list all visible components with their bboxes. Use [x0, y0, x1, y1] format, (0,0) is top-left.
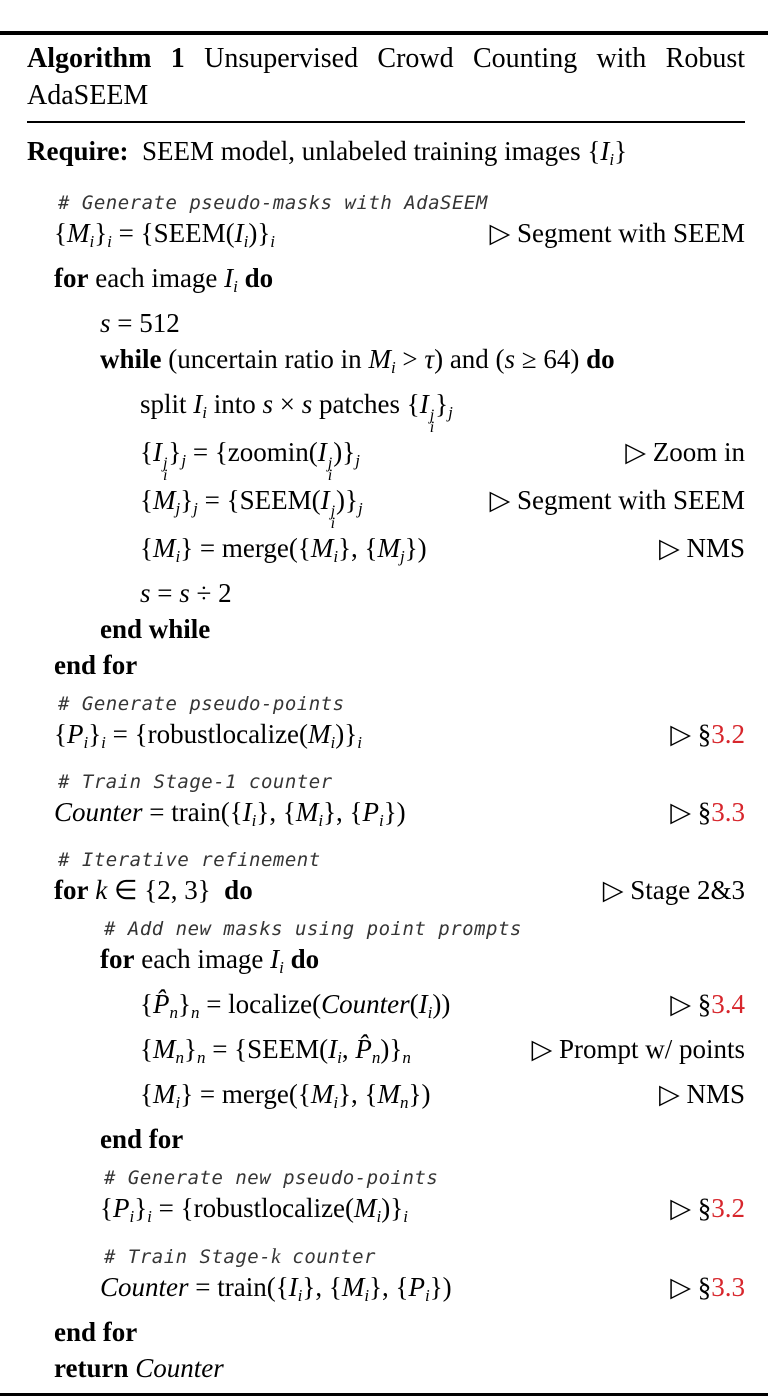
subscript: i [330, 515, 336, 532]
code-text: = {SEEM( [111, 218, 235, 248]
line-content [54, 794, 406, 839]
algorithm-code-line [27, 1350, 745, 1386]
line-content [54, 848, 321, 872]
algorithm-code-line [27, 1190, 745, 1235]
code-text: ▷ NMS [658, 1079, 745, 1109]
code-text: )} [248, 218, 271, 248]
superscript: j [429, 407, 435, 424]
line-annotation [662, 1190, 745, 1226]
code-text: }) [404, 533, 427, 563]
algorithm-code-line [27, 305, 745, 341]
algorithm-block [0, 31, 768, 1396]
keyword: while [100, 344, 162, 374]
superscript-subscript [429, 407, 435, 436]
subscript: i [609, 150, 615, 169]
math-variable: M [66, 218, 90, 248]
code-text: ▷ Stage 2&3 [602, 875, 745, 905]
subscript: i [147, 1207, 152, 1226]
math-variable: k [95, 875, 108, 905]
algorithm-comment-line [27, 1157, 745, 1190]
algorithm-comment-line [27, 761, 745, 794]
subscript: n [402, 1048, 411, 1067]
algorithm-body [27, 123, 745, 1386]
subscript: i [297, 1286, 303, 1305]
math-variable: I [152, 437, 162, 467]
subscript: n [169, 1003, 178, 1022]
subscript: n [190, 1003, 200, 1022]
code-text: ≥ 64) [515, 344, 587, 374]
math-variable: M [354, 1193, 377, 1223]
line-content [100, 1244, 376, 1269]
math-variable: Counter [54, 797, 143, 827]
algorithm-code-line [27, 941, 745, 986]
line-annotation [595, 872, 745, 908]
line-content [54, 770, 333, 794]
superscript: j [330, 503, 336, 520]
math-variable: M [341, 1272, 365, 1302]
subscript: i [243, 232, 249, 251]
code-text: ▷ Prompt w/ points [531, 1034, 745, 1064]
code-text: { [54, 218, 67, 248]
line-content [100, 1121, 183, 1157]
subscript: j [448, 403, 453, 422]
line-content [140, 482, 363, 530]
algorithm-comment-line [27, 839, 745, 872]
keyword: for [54, 263, 89, 293]
keyword: do [586, 344, 615, 374]
line-content [100, 611, 210, 647]
code-text: { [140, 1034, 153, 1064]
math-variable: P̂ [152, 989, 170, 1019]
line-content [140, 575, 232, 611]
code-text: ▷ Segment with SEEM [489, 485, 745, 515]
superscript: j [327, 455, 333, 472]
superscript-subscript [162, 455, 168, 484]
line-annotation [662, 716, 745, 752]
math-variable: s [100, 308, 111, 338]
line-content [100, 917, 522, 941]
code-text [238, 263, 245, 293]
algorithm-code-line [27, 215, 745, 260]
math-variable: I [418, 989, 428, 1019]
section-reference: 3.3 [711, 797, 745, 827]
math-variable: τ [424, 344, 435, 374]
algorithm-code-line [27, 482, 745, 530]
code-text: } [614, 136, 628, 166]
line-content [54, 872, 253, 908]
code-text: { [140, 989, 153, 1019]
math-variable: P̂ [355, 1034, 372, 1064]
math-variable: s [179, 578, 190, 608]
math-variable: I [419, 389, 429, 419]
line-content [140, 1031, 411, 1076]
code-text: } = merge({ [180, 533, 311, 563]
comment-text: # Train Stage-1 counter [58, 771, 333, 793]
code-text: )} [380, 1034, 403, 1064]
algorithm-code-line [27, 872, 745, 908]
line-content [54, 1350, 224, 1386]
code-text: ÷ 2 [189, 578, 232, 608]
math-variable: M [152, 1079, 176, 1109]
line-content [100, 941, 319, 986]
keyword: return [54, 1353, 129, 1383]
code-text: } = merge({ [180, 1079, 311, 1109]
code-text: SEEM model, unlabeled training images { [128, 136, 601, 166]
line-content [54, 215, 275, 260]
code-text: }) [383, 797, 406, 827]
line-annotation [662, 986, 745, 1022]
line-annotation [481, 482, 745, 518]
math-variable: P [408, 1272, 425, 1302]
math-variable: Counter [100, 1272, 189, 1302]
superscript-subscript [327, 455, 333, 484]
line-annotation [662, 1269, 745, 1305]
algorithm-code-line [27, 647, 745, 683]
algorithm-code-line [27, 434, 745, 482]
math-variable: M [310, 533, 334, 563]
code-text: { [100, 1193, 113, 1223]
code-text: { [140, 485, 153, 515]
code-text: each image [134, 944, 271, 974]
comment-text: counter [280, 1246, 376, 1268]
subscript: i [318, 811, 324, 830]
code-text: into [207, 389, 263, 419]
subscript: i [327, 467, 333, 484]
comment-variable: k [271, 1244, 281, 1268]
algorithm-code-line [27, 794, 745, 839]
code-text [284, 944, 291, 974]
code-text: > [395, 344, 425, 374]
math-variable: s [140, 578, 151, 608]
subscript: j [358, 499, 363, 518]
superscript: j [162, 455, 168, 472]
code-text: { [140, 1079, 153, 1109]
algorithm-code-line [27, 1031, 745, 1076]
section-reference: 3.4 [711, 989, 745, 1019]
math-variable: M [152, 533, 176, 563]
code-text: ▷ § [670, 1272, 712, 1302]
subscript: i [175, 547, 181, 566]
line-annotation [617, 434, 745, 470]
subscript: i [233, 277, 238, 296]
math-variable: M [295, 797, 319, 827]
math-variable: I [600, 136, 610, 166]
line-content [54, 716, 362, 761]
subscript: i [364, 1286, 370, 1305]
subscript: i [270, 232, 276, 251]
code-text: ∈ {2, 3} [107, 875, 225, 905]
keyword: end while [100, 614, 211, 644]
line-annotation [481, 215, 745, 251]
comment-text: # Generate new pseudo-points [104, 1167, 439, 1189]
code-text: }) [408, 1079, 431, 1109]
keyword: do [224, 875, 253, 905]
math-variable: P [66, 719, 84, 749]
algorithm-code-line [27, 341, 745, 386]
math-variable: Counter [321, 989, 410, 1019]
math-variable: M [310, 1079, 334, 1109]
math-variable: I [193, 389, 203, 419]
subscript: i [337, 1048, 342, 1067]
code-text: } [180, 485, 194, 515]
keyword: end for [54, 1317, 138, 1347]
line-content [100, 341, 615, 386]
subscript: i [251, 811, 257, 830]
code-text: = {robustlocalize( [105, 719, 309, 749]
subscript: i [390, 358, 396, 377]
code-text: )} [335, 719, 358, 749]
subscript: i [107, 232, 112, 251]
code-text: ▷ § [670, 1193, 712, 1223]
algorithm-code-line [27, 1269, 745, 1314]
code-text: = {SEEM( [197, 485, 321, 515]
code-text: = {robustlocalize( [151, 1193, 355, 1223]
superscript-subscript [330, 503, 336, 532]
comment-text: # Iterative refinement [58, 849, 321, 871]
subscript: j [175, 499, 181, 518]
code-text: } [183, 1034, 197, 1064]
code-text: ( [409, 989, 419, 1019]
code-text: ▷ § [670, 719, 712, 749]
algorithm-code-line [27, 1076, 745, 1121]
algorithm-title-text: Unsupervised Crowd Counting with Robust AdaSEEM [27, 43, 745, 111]
subscript: i [162, 467, 168, 484]
subscript: i [427, 1003, 433, 1022]
math-variable: Counter [135, 1353, 224, 1383]
subscript: n [175, 1048, 184, 1067]
keyword: end for [54, 650, 138, 680]
code-text: ▷ § [670, 989, 712, 1019]
code-text: ) and ( [434, 344, 505, 374]
comment-text: # Train Stage- [104, 1246, 272, 1268]
code-text: )} [381, 1193, 404, 1223]
line-content [54, 260, 273, 305]
algorithm-label: Algorithm 1 [27, 43, 185, 74]
comment-text: # Generate pseudo-masks with AdaSEEM [58, 192, 488, 214]
subscript: j [355, 451, 360, 470]
code-text: patches { [312, 389, 420, 419]
code-text: ▷ Segment with SEEM [489, 218, 745, 248]
code-text: } [88, 719, 102, 749]
code-text: = {SEEM( [205, 1034, 329, 1064]
algorithm-code-line [27, 986, 745, 1031]
keyword: do [290, 944, 320, 974]
code-text: } [94, 218, 108, 248]
subscript: i [175, 1093, 181, 1112]
code-text: each image [88, 263, 225, 293]
code-text: split [140, 389, 194, 419]
line-content [54, 692, 345, 716]
subscript: n [371, 1048, 381, 1067]
algorithm-comment-line [27, 182, 745, 215]
code-text: }, { [338, 1079, 378, 1109]
code-text: { [54, 719, 67, 749]
subscript: i [333, 1093, 339, 1112]
line-content [54, 191, 488, 215]
line-content [140, 986, 450, 1031]
code-text: (uncertain ratio in [161, 344, 369, 374]
subscript: j [399, 547, 405, 566]
keyword: end for [100, 1124, 184, 1154]
code-text: } [177, 989, 191, 1019]
math-variable: M [152, 485, 176, 515]
algorithm-title [27, 35, 745, 123]
subscript: i [403, 1207, 408, 1226]
subscript: i [376, 1207, 382, 1226]
subscript: i [378, 811, 384, 830]
math-variable: I [328, 1034, 338, 1064]
math-variable: s [262, 389, 274, 419]
algorithm-code-line [27, 611, 745, 647]
algorithm-comment-line [27, 1235, 745, 1269]
line-annotation [651, 1076, 745, 1112]
line-content [54, 647, 137, 683]
algorithm-code-line [27, 530, 745, 575]
code-text: = train({ [142, 797, 243, 827]
line-content [140, 530, 427, 575]
subscript: j [181, 451, 187, 470]
code-text: }) [429, 1272, 452, 1302]
code-text: = 512 [110, 308, 180, 338]
code-text: }, { [338, 533, 378, 563]
code-text: , [341, 1034, 356, 1064]
subscript: i [83, 733, 89, 752]
page [0, 31, 768, 1383]
algorithm-code-line [27, 716, 745, 761]
algorithm-code-line [27, 1121, 745, 1157]
code-text: } [168, 437, 182, 467]
code-text: = {zoomin( [186, 437, 318, 467]
line-content [100, 1190, 408, 1235]
code-text: )} [336, 485, 358, 515]
math-variable: M [368, 344, 391, 374]
line-content [140, 434, 360, 482]
code-text: ▷ NMS [658, 533, 745, 563]
math-variable: s [504, 344, 516, 374]
algorithm-code-line [27, 1314, 745, 1350]
line-content [100, 305, 180, 341]
section-reference: 3.2 [711, 1193, 745, 1223]
code-text: { [140, 533, 153, 563]
algorithm-lines [27, 182, 745, 1386]
code-text: } [134, 1193, 148, 1223]
line-content [140, 1076, 430, 1121]
code-text: }, { [302, 1272, 342, 1302]
algorithm-comment-line [27, 908, 745, 941]
line-annotation [662, 794, 745, 830]
code-text: }, { [369, 1272, 409, 1302]
line-content [54, 1314, 137, 1350]
math-variable: I [288, 1272, 298, 1302]
algorithm-code-line [27, 575, 745, 611]
line-content [100, 1166, 438, 1190]
subscript: i [279, 958, 284, 977]
comment-text: # Add new masks using point prompts [104, 918, 522, 940]
subscript: i [89, 232, 95, 251]
math-variable: I [234, 218, 244, 248]
math-variable: I [224, 263, 234, 293]
math-variable: I [270, 944, 280, 974]
code-text: } [435, 389, 449, 419]
math-variable: I [320, 485, 330, 515]
subscript: i [202, 403, 207, 422]
math-variable: s [301, 389, 313, 419]
math-variable: P [362, 797, 379, 827]
comment-text: # Generate pseudo-points [58, 693, 345, 715]
subscript: i [330, 733, 336, 752]
subscript: i [429, 419, 435, 436]
algorithm-code-line [27, 260, 745, 305]
line-content [140, 386, 453, 434]
code-text: = [150, 578, 180, 608]
subscript: i [357, 733, 362, 752]
line-annotation [651, 530, 745, 566]
code-text: = localize( [199, 989, 322, 1019]
math-variable: I [242, 797, 252, 827]
section-reference: 3.3 [711, 1272, 745, 1302]
algorithm-code-line [27, 386, 745, 434]
algorithm-comment-line [27, 683, 745, 716]
subscript: i [424, 1286, 430, 1305]
math-variable: M [152, 1034, 176, 1064]
subscript: n [399, 1093, 409, 1112]
code-text: = train({ [188, 1272, 289, 1302]
keyword: Require: [27, 136, 129, 166]
math-variable: P [112, 1193, 130, 1223]
code-text: ▷ Zoom in [625, 437, 745, 467]
line-content [100, 1269, 452, 1314]
subscript: i [129, 1207, 135, 1226]
keyword: for [54, 875, 89, 905]
code-text: }, { [323, 797, 363, 827]
subscript: n [196, 1048, 206, 1067]
subscript: i [333, 547, 339, 566]
section-reference: 3.2 [711, 719, 745, 749]
keyword: for [100, 944, 135, 974]
keyword: do [244, 263, 274, 293]
code-text: }, { [256, 797, 296, 827]
line-annotation [523, 1031, 745, 1067]
code-text: )) [432, 989, 451, 1019]
math-variable: M [308, 719, 331, 749]
code-text: × [273, 389, 302, 419]
subscript: j [193, 499, 198, 518]
math-variable: M [377, 1079, 400, 1109]
code-text: ▷ § [670, 797, 712, 827]
subscript: i [101, 733, 106, 752]
math-variable: M [377, 533, 400, 563]
require-line [27, 131, 745, 180]
code-text: { [140, 437, 153, 467]
math-variable: I [317, 437, 327, 467]
require-content [27, 131, 627, 180]
code-text: )} [333, 437, 356, 467]
